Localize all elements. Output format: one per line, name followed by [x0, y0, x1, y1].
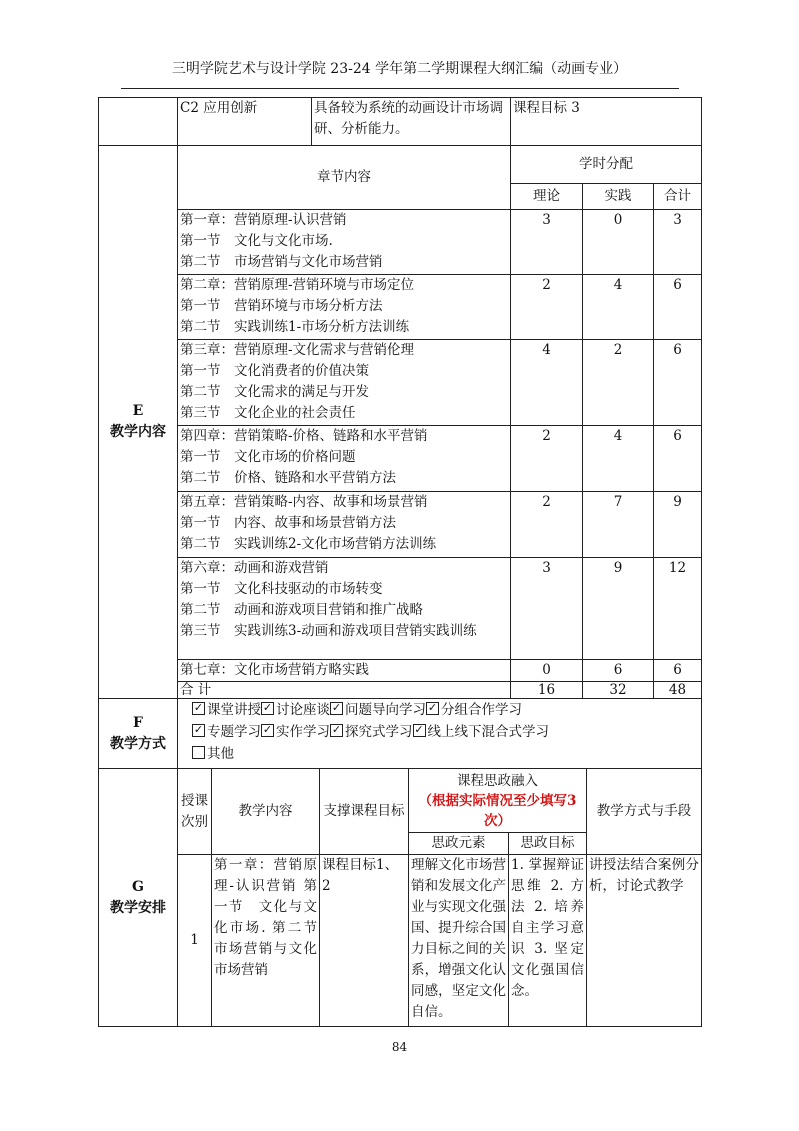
chapter-theory: 3: [511, 558, 583, 660]
sum-practice: 32: [583, 682, 654, 699]
method-item[interactable]: ✓ 探究式学习: [330, 724, 413, 740]
sum-label: 合 计: [178, 682, 511, 699]
method-item[interactable]: ✓ 线上线下混合式学习: [413, 724, 550, 740]
col-method: 教学方式与手段: [587, 769, 702, 855]
ideo-note: （根据实际情况至少填写3次）: [418, 793, 577, 829]
checkbox-checked-icon[interactable]: [192, 724, 205, 737]
section-title: 教学方式: [110, 735, 166, 752]
schedule-table: [98, 768, 702, 1027]
col-hours: 学时分配: [511, 146, 702, 184]
chapter-theory: 2: [511, 492, 583, 558]
chapter-lines: 第四章：营销策略-价格、链路和水平营销 第一节 文化市场的价格问题 第二节 价格、链路和水平营销方法: [178, 426, 511, 492]
checkbox-checked-icon[interactable]: [426, 702, 439, 715]
col-support-target: 支撑课程目标: [320, 769, 409, 855]
chapter-lines: 第七章：文化市场营销方略实践: [178, 660, 511, 682]
chapter-practice: 9: [583, 558, 654, 660]
chapter-total: 3: [654, 210, 702, 275]
objective-target: 课程目标 3: [511, 98, 702, 146]
chapter-row: [99, 340, 702, 426]
objective-code: C2 应用创新: [178, 98, 312, 146]
col-chapter-content: 章节内容: [178, 146, 511, 210]
chapter-row: [99, 275, 702, 340]
chapter-lines: 第二章：营销原理-营销环境与市场定位 第一节 营销环境与市场分析方法 第二节 实践训练1-市场分析方法训练: [178, 275, 511, 340]
chapter-lines: 第五章：营销策略-内容、故事和场景营销 第一节 内容、故事和场景营销方法 第二节 实践训练2-文化市场营销方法训练: [178, 492, 511, 558]
checkbox-checked-icon[interactable]: [261, 724, 274, 737]
col-session: 授课次别: [178, 769, 212, 855]
checkbox-checked-icon[interactable]: [192, 702, 205, 715]
checkbox-checked-icon[interactable]: [330, 724, 343, 737]
chapter-practice: 4: [583, 275, 654, 340]
col-theory: 理论: [511, 184, 583, 210]
chapter-row: [99, 210, 702, 275]
col-teaching-content: 教学内容: [212, 769, 320, 855]
method-item[interactable]: ✓ 讨论座谈: [261, 702, 330, 718]
page-header: 三明学院艺术与设计学院 23-24 学年第二学期课程大纲汇编（动画专业）: [171, 61, 628, 77]
session-number: 1: [178, 855, 212, 1027]
session-goal: 1. 掌握辩证思维 2. 方法 2. 培养自主学习意识 3. 坚定文化强国信念。: [509, 855, 587, 1027]
col-element: 思政元素: [409, 833, 509, 855]
section-title: 教学安排: [110, 899, 166, 916]
method-item[interactable]: ✓ 实作学习: [261, 724, 330, 740]
chapter-total: 6: [654, 275, 702, 340]
objectives-table: [98, 97, 702, 146]
checkbox-checked-icon[interactable]: [413, 724, 426, 737]
sum-row: [99, 682, 702, 699]
chapter-lines: 第一章：营销原理-认识营销 第一节 文化与文化市场. 第二节 市场营销与文化市场营销: [178, 210, 511, 275]
chapter-total: 6: [654, 340, 702, 426]
chapter-total: 9: [654, 492, 702, 558]
chapter-total: 6: [654, 660, 702, 682]
chapter-practice: 6: [583, 660, 654, 682]
methods-list: [178, 699, 702, 769]
chapter-total: 12: [654, 558, 702, 660]
sum-theory: 16: [511, 682, 583, 699]
col-total: 合计: [654, 184, 702, 210]
section-letter: G: [132, 878, 144, 895]
section-letter: F: [133, 714, 143, 731]
chapter-row: [99, 426, 702, 492]
checkbox-checked-icon[interactable]: [330, 702, 343, 715]
page-number: 84: [391, 1040, 408, 1054]
blank-cell: [99, 98, 178, 146]
chapter-practice: 4: [583, 426, 654, 492]
chapter-practice: 7: [583, 492, 654, 558]
chapter-theory: 2: [511, 426, 583, 492]
chapter-lines: 第六章：动画和游戏营销 第一节 文化科技驱动的市场转变 第二节 动画和游戏项目营销和推广战略 第三节 实践训练3-动画和游戏项目营销实践训练: [178, 558, 511, 660]
chapter-theory: 0: [511, 660, 583, 682]
method-item[interactable]: ✓ 问题导向学习: [330, 702, 426, 718]
section-f-label: [99, 699, 178, 769]
section-e-label: [99, 146, 178, 699]
method-item[interactable]: ✓课堂讲授: [192, 702, 261, 718]
methods-table: [98, 698, 702, 769]
method-item[interactable]: ✓ 分组合作学习: [426, 702, 522, 718]
checkbox-empty-icon[interactable]: [192, 746, 205, 759]
section-g-label: [99, 769, 178, 1027]
section-title: 教学内容: [110, 424, 166, 440]
chapter-practice: 2: [583, 340, 654, 426]
session-element: 理解文化市场营销和发展文化产业与实现文化强国、提升综合国力目标之间的关系，增强文化认同感，坚定文化自信。: [409, 855, 509, 1027]
chapter-practice: 0: [583, 210, 654, 275]
chapter-row: [99, 558, 702, 660]
method-item[interactable]: ✓专题学习: [192, 724, 261, 740]
header-rule: [121, 88, 679, 89]
col-goal: 思政目标: [509, 833, 587, 855]
schedule-row: [99, 855, 702, 1027]
chapter-theory: 2: [511, 275, 583, 340]
checkbox-checked-icon[interactable]: [261, 702, 274, 715]
section-letter: E: [132, 403, 144, 419]
chapter-row: [99, 492, 702, 558]
chapter-lines: 第三章：营销原理-文化需求与营销伦理 第一节 文化消费者的价值决策 第二节 文化需求的满足与开发 第三节 文化企业的社会责任: [178, 340, 511, 426]
sum-total: 48: [654, 682, 702, 699]
session-content: 第一章：营销原理-认识营销 第一节 文化与文化市场. 第二节 市场营销与文化市场营销: [212, 855, 320, 1027]
chapter-total: 6: [654, 426, 702, 492]
col-ideo: 课程思政融入 （根据实际情况至少填写3次）: [409, 769, 587, 833]
chapter-theory: 4: [511, 340, 583, 426]
content-table: [98, 145, 702, 699]
session-target: 课程目标1、2: [320, 855, 409, 1027]
session-method: 讲授法结合案例分析，讨论式教学: [587, 855, 702, 1027]
objective-desc: 具备较为系统的动画设计市场调研、分析能力。: [312, 98, 511, 146]
method-item[interactable]: 其他: [192, 746, 234, 762]
chapter-theory: 3: [511, 210, 583, 275]
col-practice: 实践: [583, 184, 654, 210]
chapter-row: [99, 660, 702, 682]
